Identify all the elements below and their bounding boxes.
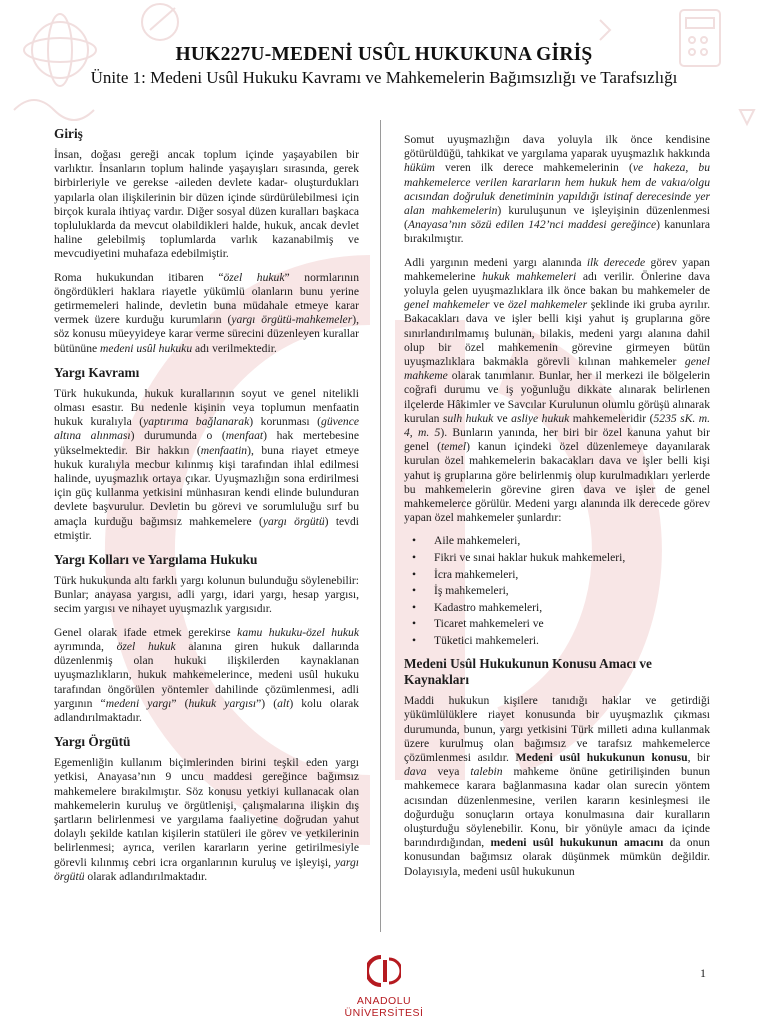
heading-medeni-usul-konusu: Medeni Usûl Hukukunun Konusu Amacı ve Kaynakları <box>404 656 652 688</box>
heading-yargi-kollari: Yargı Kolları ve Yargılama Hukuku <box>54 552 258 568</box>
university-logo <box>324 954 444 1019</box>
paragraph-yargi-orgutu: Egemenliğin kullanım biçimlerinden birini teşkil eden yargı yetkisi, Anayasa’nın 9 uncu maddesi gereğince bağımsız mahkemelere bırakılmıştır. Söz konusu yetkiyi kullanacak olan mahkemelerin kuruluş ve örgütlenişi, çalışmalarına ilişkin dış şartların belirlenmesi ve yargılama faaliyetine doğrudan yahut dolaylı şekilde katılan kişilerin statüleri ile görev ve yetkilerinin belirlenmesi; ayrıca, verilen kararların yerine getirilmesiyle görevli kılınmış cebri icra organlarının kuruluş ve işleyişi, yargı örgütü olarak adlandırılmaktadır. <box>54 756 359 883</box>
document-header <box>0 44 768 88</box>
paragraph-medeni-usul-konusu: Maddi hukukun kişilere tanıdığı haklar ve getirdiği yükümlülüklere riayet konusunda bir uyuşmazlık çıkması durumunda, bunun, yargı yetkisini Türk milleti adına kullanmak üzere kurulmuş olan bağımsız ve tarafsız mahkemelerce çözümlenmesi asıldır. Medeni usûl hukukunun konusu, bir dava veya talebin mahkeme önüne getirilişinden bunun mahkemece karara bağlanmasına kadar olan surecin yöntem acısından düzenlenmesine, verilen kararın kesinleşmesi ile doğurduğu sonuçların ortaya konulmasına dair kuralların oluşturduğu söylenebilir. Konu, bir yönüyle amacı da içinde barındırdığından, medeni usûl hukukunun amacını da onun konusundan bağımsız olarak düşünmek mümkün değildir. Dolayısıyla, medeni usûl hukukunun <box>404 694 710 878</box>
unit-subtitle: Ünite 1: Medeni Usûl Hukuku Kavramı ve Mahkemelerin Bağımsızlığı ve Tarafsızlığı <box>90 68 678 87</box>
list-item: • Kadastro mahkemeleri, <box>426 601 710 615</box>
list-item: • Fikri ve sınai haklar hukuk mahkemeleri, <box>426 551 710 565</box>
paragraph-yargi-kollari-1: Türk hukukunda altı farklı yargı kolunun bulunduğu söylenebilir: Bunlar; anayasa yargısı, adli yargı, idari yargı, hesap yargısı, secim yargısı ve nihayet uyuşmazlık yargısıdır. <box>54 574 359 616</box>
university-name: ANADOLU ÜNİVERSİTESİ <box>344 995 424 1019</box>
page-number: 1 <box>700 966 706 980</box>
column-divider <box>380 120 381 932</box>
paragraph-yargi-kavrami: Türk hukukunda, hukuk kurallarının soyut ve genel nitelikli olması esastır. Bu nedenle kişinin veya toplumun menfaatin hukuk kuralıyla (yaptırıma bağlanarak) korunması (güvence altına alınması) durumunda o (menfaat) hak mertebesine yükselmektedir. Bir hakkın (menfaatin), buna riayet etmeye hukuk kuralıyla mecbur kılınmış kişi tarafından ihlal edilmesi halinde, uyuşmazlık ortaya çıkar. Uyuşmazlığın sona erdirilmesi için güç kullanma yetkisini münhasıran kendi elinde bulunduran devlete başvurulur. Devletin bu görevi ve sorumluluğu sırf bu amaçla kurduğu bağımsız mahkemelere (yargı örgütü) tevdi etmiştir. <box>54 386 359 542</box>
heading-yargi-kavrami: Yargı Kavramı <box>54 364 140 380</box>
left-column <box>54 126 359 893</box>
paragraph-giris-2: Roma hukukundan itibaren “özel hukuk” normlarının öngördükleri haklara riayetle yükümlü olanların bunu yerine getirmemeleri halinde, devletin buna müdahale etmeye karar vermek üzere kurduğu kurumların (yargı örgütü-mahkemeler), söz konusu müeyyideye karar verme sürecini düzenleyen kurallar bütününe medeni usûl hukuku adı verilmektedir. <box>54 270 360 355</box>
paragraph-right-1: Somut uyuşmazlığın dava yoluyla ilk önce kendisine götürüldüğü, tahkikat ve yargılama yaparak uyuşmazlık hakkında hüküm veren ilk derece mahkemelerinin (ve hakeza, bu mahkemelerce verilen kararların hem hukuk hem de vakıa/olgu acısından doğruluk denetiminin yapıldığı istinaf derecesinde yer alan mahkemelerin) kuruluşunun ve işleyişinin düzenlenmesi (Anayasa’nın sözü edilen 142’nci maddesi gereğince) kanunlara bırakılmıştır. <box>404 133 711 246</box>
special-courts-list <box>404 534 710 648</box>
heading-yargi-orgutu: Yargı Örgütü <box>54 734 131 750</box>
paragraph-yargi-kollari-2: Genel olarak ifade etmek gerekirse kamu hukuku-özel hukuk ayrımında, özel hukuk alanına giren hukuk dallarında düzenlenmiş olan hukuki ilişkilerden kaynaklanan uyuşmazlıkların, hukuk mahkemelerince, medeni usûl hukuku tarafından öngörülen yöntemler dahilinde çözümlenmesi, adli yargının “medeni yargı” (hukuk yargısı”) (alt) kolu olarak adlandırılmaktadır. <box>54 625 360 724</box>
list-item: • Ticaret mahkemeleri ve <box>426 617 710 631</box>
right-column <box>404 133 710 888</box>
paragraph-giris-1: İnsan, doğası gereği ancak toplum içinde yaşayabilen bir varlıktır. İnsanların toplum halinde yaşayışları sırasında, gerek birbirleriyle ve gerekse -aileden devlete kadar- oluşturdukları yapılarla olan ilişkilerinin bir düzen içinde sürdürülebilmesi için birçok kurala ihtiyaç vardır. Diğer sosyal düzen kuralları başkaca topluluklarda da mevcut olabildikleri halde, hukuk, ancak devlet haline gelebilmiş toplumlarda varlık kazanabilmiş ve mevcudiyetini muhafaza edebilmiştir. <box>54 148 359 261</box>
paragraph-right-2: Adli yargının medeni yargı alanında ilk derecede görev yapan mahkemelerine hukuk mahkemeleri adı verilir. Önlerine dava yoluyla gelen uyuşmazlıklara ilk önce bakan bu mahkemeler de genel mahkemeler ve özel mahkemeler şeklinde iki gruba ayrılır. Bakacakları dava ve işler belli kişi yahut iş gruplarına göre sınırlandırılmamış bulunan, bilakis, medeni yargı alanına dahil olup bir özel mahkemenin görevine girmeyen bütün uyuşmazlıklara bakmakla görevli kılınan mahkemeler genel mahkeme olarak tanımlanır. Bunlar, her il merkezi ile bölgelerin coğrafi durumu ve iş yoğunluğu dikkate alınarak belirlenen ilçelerde Hâkimler ve Savcılar Kurulunun olumlu görüşü alınarak kurulan sulh hukuk ve asliye hukuk mahkemeleridir (5235 sK. m. 4, m. 5). Bunların yanında, her biri bir özel kanuna yahut bir genel (temel) kanun içindeki özel düzenlemeye dayanılarak kurulan özel mahkemelerin bakacakları dava ve işler belli kişi yahut iş gruplarına göre belirlenmiş olup kurulmadıkları yerlerde bu mahkemelerin görevine giren dava ve işler de genel mahkemelerce görülür. Medeni yargı alanında ilk derecede görev yapan özel mahkemeler şunlardır: <box>404 255 710 525</box>
list-item: • İcra mahkemeleri, <box>426 568 710 582</box>
heading-giris: Giriş <box>54 126 83 141</box>
list-item: • Aile mahkemeleri, <box>426 534 710 548</box>
list-item: • Tüketici mahkemeleri. <box>426 634 710 648</box>
course-title: HUK227U-MEDENİ USÛL HUKUKUNA GİRİŞ <box>175 44 593 65</box>
university-emblem-icon <box>367 954 401 988</box>
list-item: • İş mahkemeleri, <box>426 584 710 598</box>
